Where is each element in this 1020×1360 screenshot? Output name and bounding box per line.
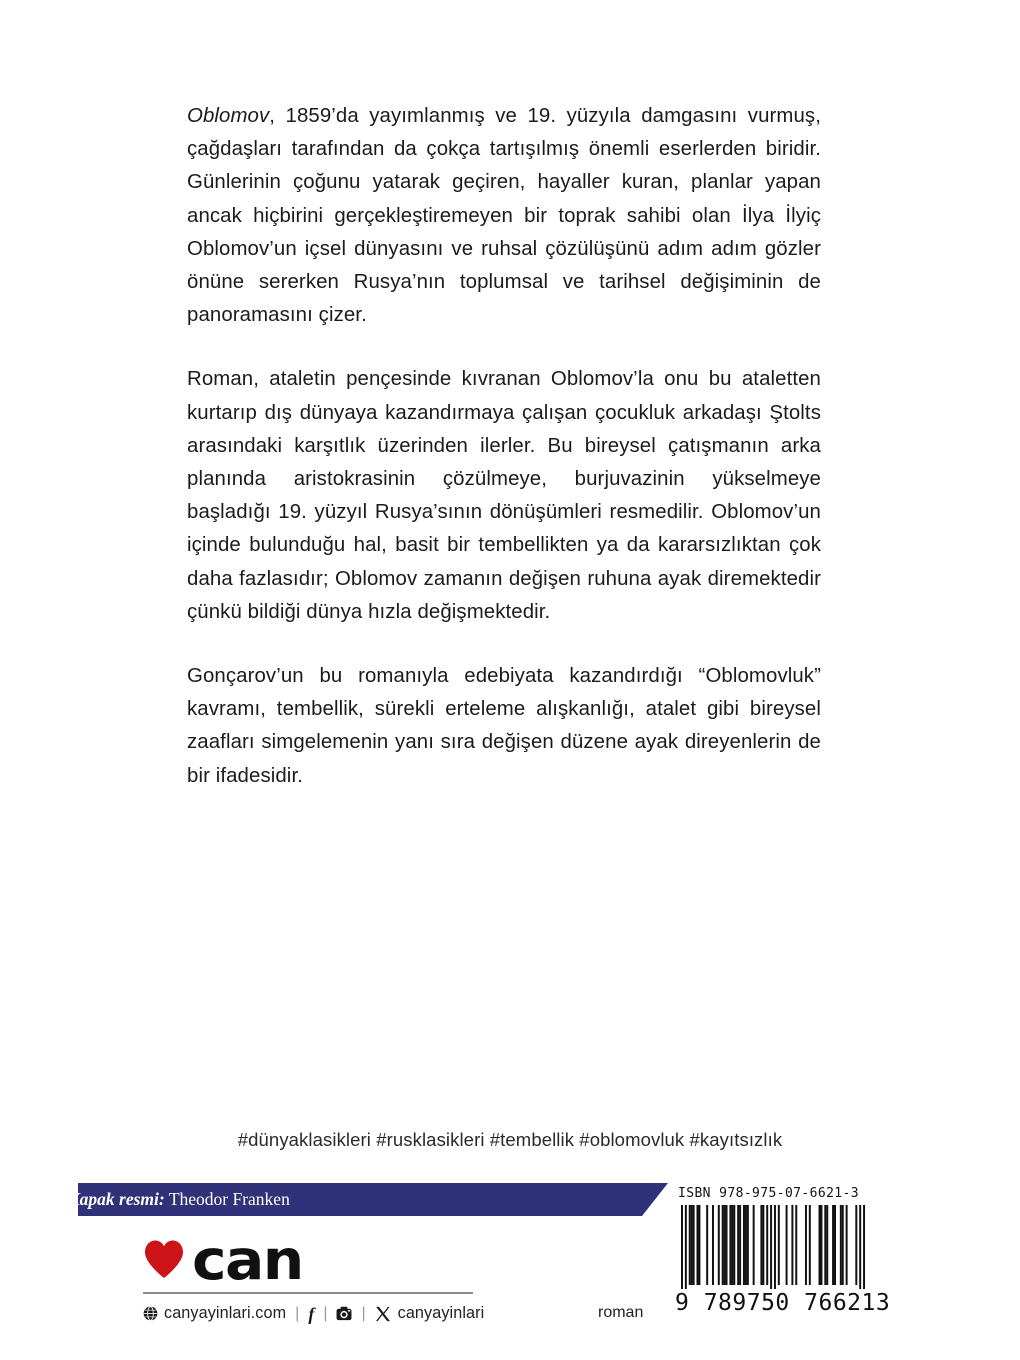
barcode-digits: 9 789750 766213 [675, 1290, 891, 1316]
cover-credit-label: Kapak resmi: [68, 1189, 165, 1209]
social-separator-3: | [361, 1304, 366, 1322]
publisher-divider [143, 1292, 473, 1294]
genre-label: roman [598, 1304, 644, 1321]
isbn-label: ISBN 978-975-07-6621-3 [678, 1186, 859, 1201]
social-separator-2: | [323, 1304, 328, 1322]
blurb-paragraph-3: Gonçarov’un bu romanıyla edebiyata kazandırdığı “Oblomovluk” kavramı, tembellik, sürekli erteleme alışkanlığı, atalet gibi bireysel zaafları simgelemenin yanı sıra değişen düzene ayak direyenlerin de bir ifadesidir. [187, 665, 821, 787]
book-title-italic: Oblomov [187, 105, 270, 127]
footer-block [0, 1183, 1020, 1360]
publisher-social-row [143, 1303, 485, 1324]
blurb-paragraph-1 [187, 100, 821, 332]
instagram-icon[interactable] [336, 1306, 352, 1321]
publisher-logo [143, 1228, 473, 1292]
cover-credit-name: Theodor Franken [168, 1189, 290, 1209]
barcode-image [675, 1205, 871, 1289]
blurb-paragraph-2: Roman, ataletin pençesinde kıvranan Oblomov’la onu bu ataletten kurtarıp dış dünyaya kazandırmaya çalışan çocukluk arkadaşı Ştolts arasındaki karşıtlık üzerinden ilerler. Bu bireysel çatışmanın arka planında aristokrasinin çözülmeye, burjuvazinin yükselmeye başladığı 19. yüzyıl Rusya’sının dönüşümleri resmedilir. Oblomov’un içinde bulunduğu hal, basit bir tembellikten ya da kararsızlıktan çok daha fazlasıdır; Oblomov zamanın değişen ruhuna ayak diremektedir çünkü bildiği dünya hızla değişmektedir. [187, 368, 821, 623]
globe-icon [143, 1306, 158, 1321]
hashtag-line: #dünyaklasikleri #rusklasikleri #tembellik #oblomovluk #kayıtsızlık [237, 1129, 783, 1150]
publisher-wordmark: can [192, 1228, 303, 1292]
isbn-block [675, 1183, 891, 1316]
back-cover-blurb [187, 100, 821, 793]
heart-icon [143, 1239, 185, 1279]
publisher-website[interactable]: canyayinlari.com [164, 1304, 287, 1322]
publisher-social-handle[interactable]: canyayinlari [397, 1304, 485, 1322]
social-separator-1: | [295, 1304, 300, 1322]
cover-credit-text [68, 1183, 290, 1216]
facebook-icon[interactable]: f [308, 1303, 315, 1324]
publisher-block [143, 1228, 485, 1324]
blurb-paragraph-1-text: , 1859’da yayımlanmış ve 19. yüzyıla damgasını vurmuş, çağdaşları tarafından da çokça tartışılmış önemli eserlerden biridir. Günlerinin çoğunu yatarak geçiren, hayaller kuran, planlar yapan ancak hiçbirini gerçekleştiremeyen bir toprak sahibi olan İlya İlyiç Oblomov’un içsel dünyasını ve ruhsal çözülüşünü adım adım gözler önüne sererken Rusya’nın toplumsal ve tarihsel değişiminin de panoramasını çizer. [187, 105, 821, 327]
x-icon[interactable] [375, 1306, 391, 1322]
